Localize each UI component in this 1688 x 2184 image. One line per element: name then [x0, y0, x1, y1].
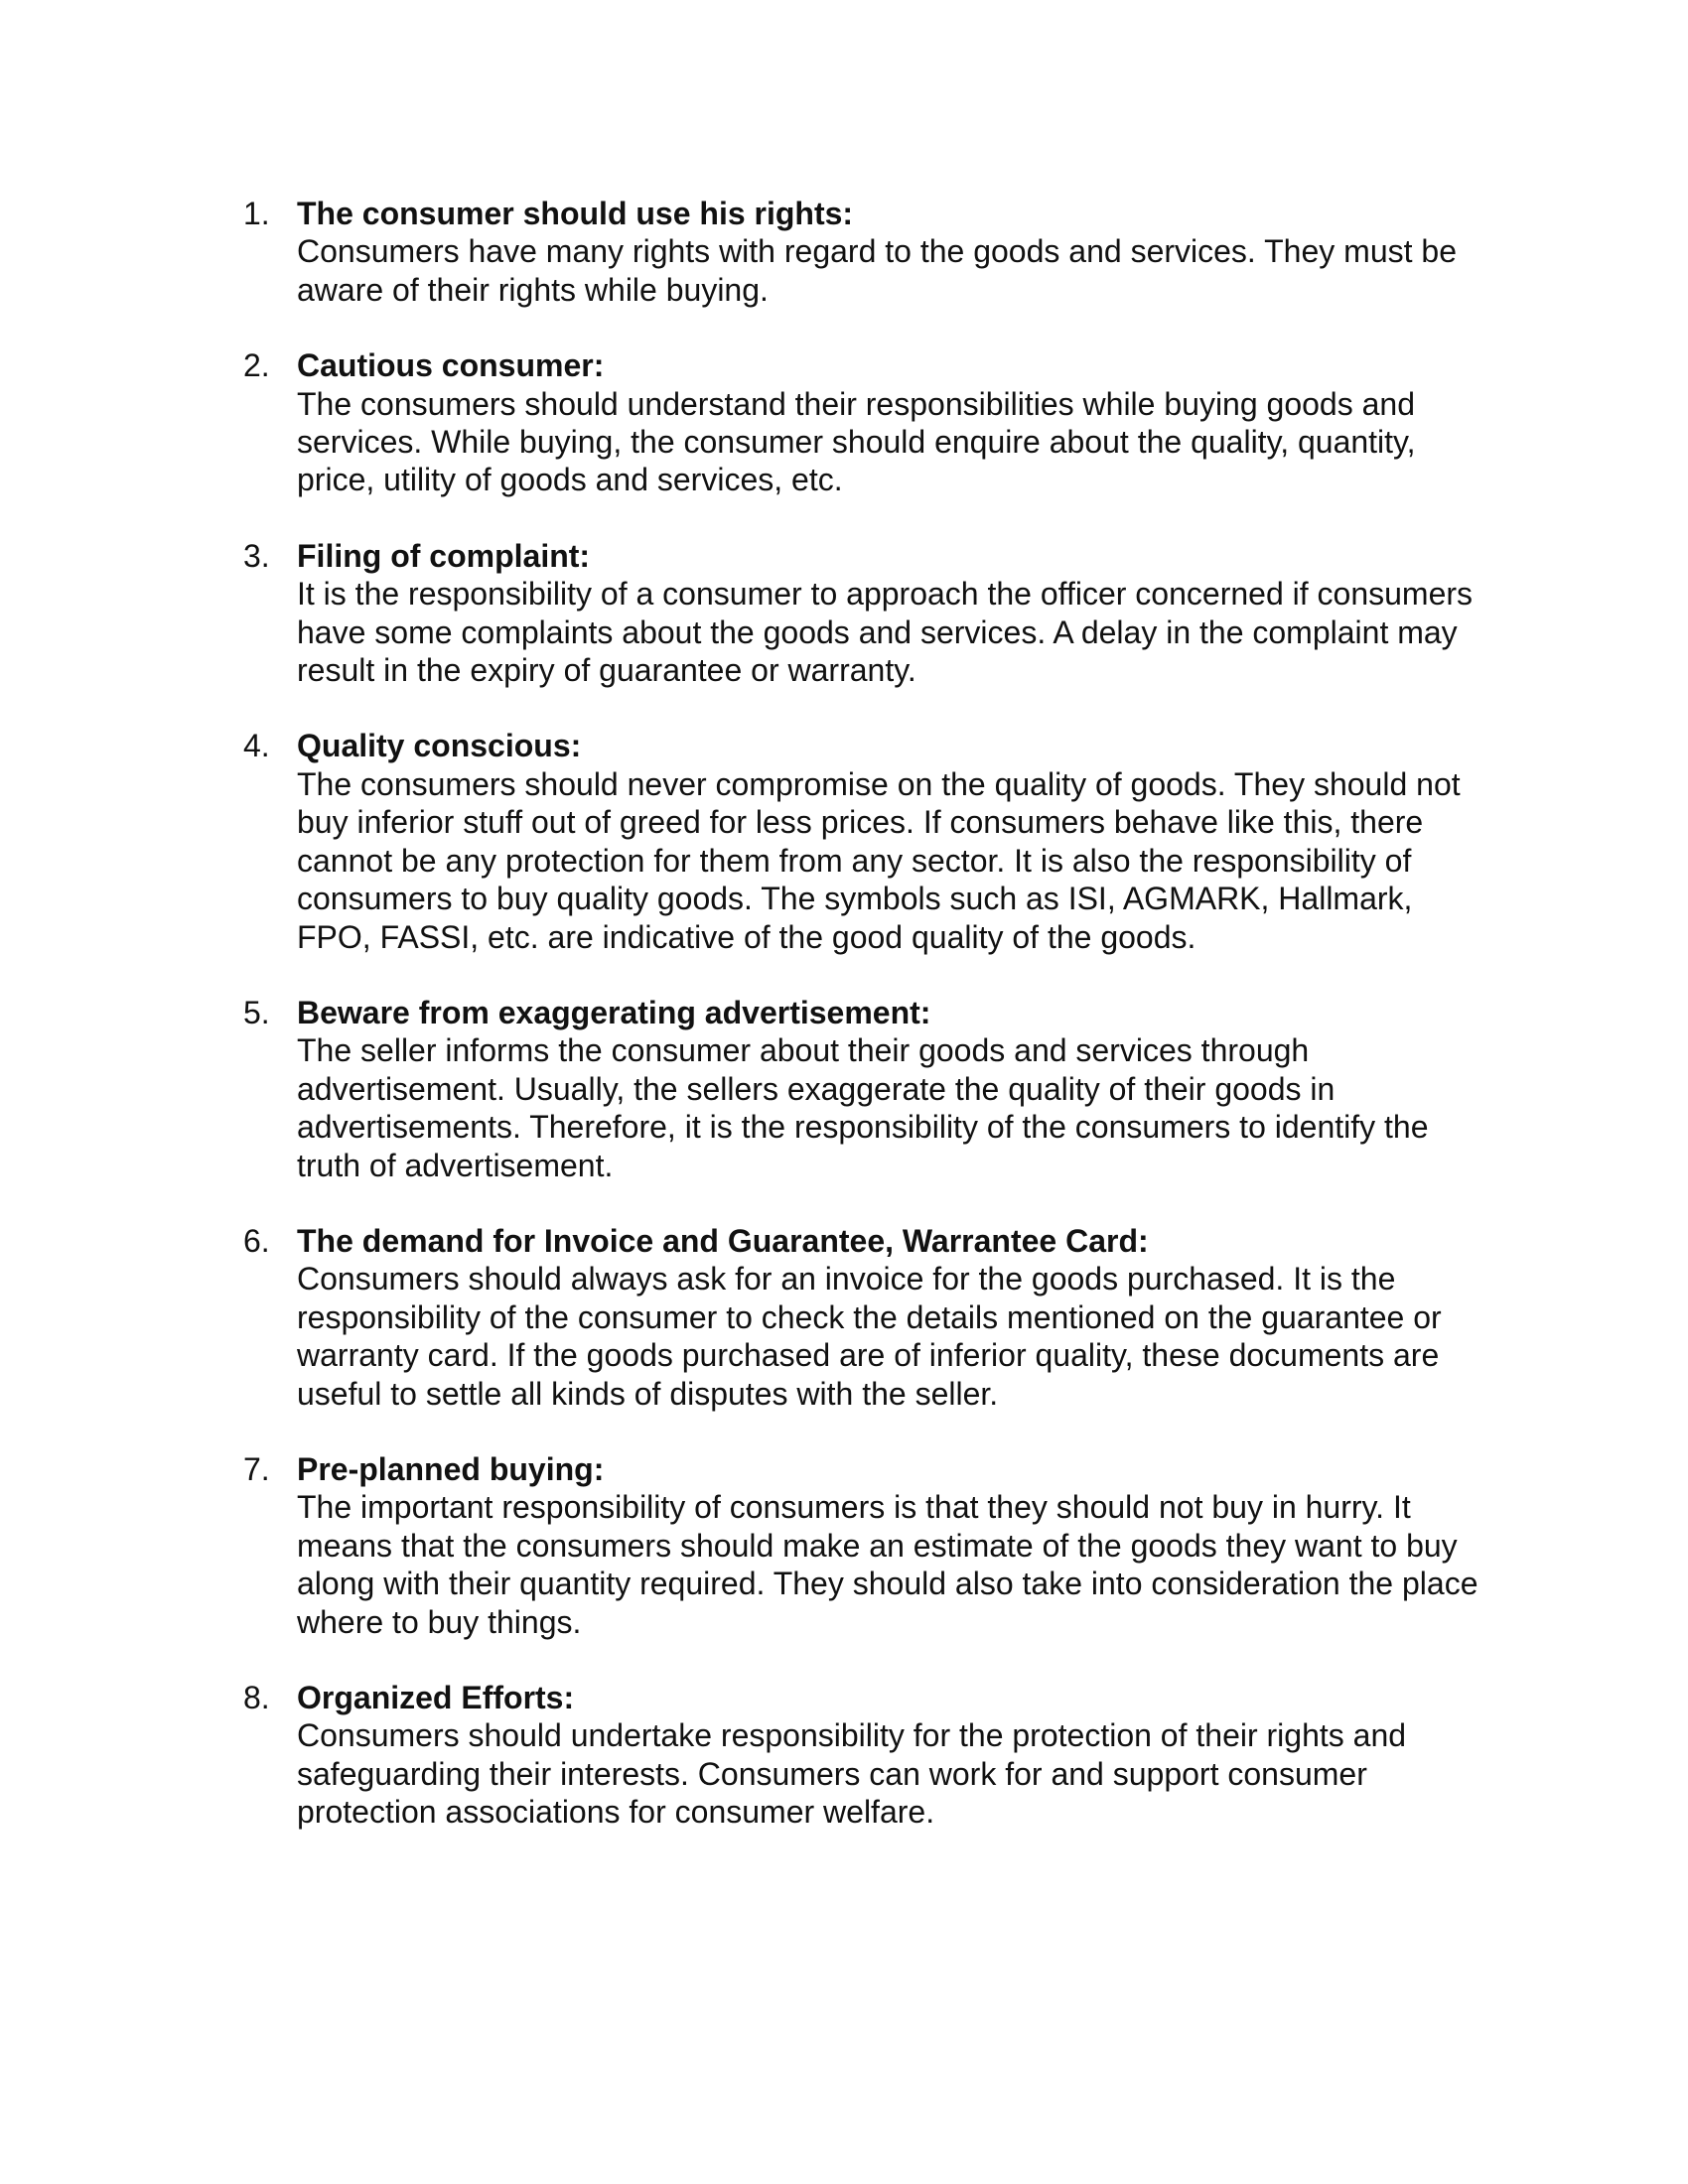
item-number: 2. [243, 347, 270, 384]
list-item [243, 727, 1494, 955]
item-title: Organized Efforts: [297, 1680, 575, 1715]
list-item [243, 1450, 1494, 1641]
item-body: The consumers should understand their responsibilities while buying goods and services. While buying, the consumer should enquire about the quality, quantity, price, utility of goods and services, etc. [297, 385, 1416, 498]
list-item [243, 1222, 1494, 1413]
item-body: It is the responsibility of a consumer to approach the officer concerned if consumers have some complaints about the goods and services. A delay in the complaint may result in the expiry of guarantee or warranty. [297, 576, 1474, 689]
item-body: The important responsibility of consumers is that they should not buy in hurry. It means that the consumers should make an estimate of the goods they want to buy along with their quantity required. They should also take into consideration the place where to buy things. [297, 1489, 1478, 1640]
item-body: The seller informs the consumer about their goods and services through advertisement. Usually, the sellers exaggerate the quality of their goods in advertisements. Therefore, it is the responsibility of the consumers to identify the truth of advertisement. [297, 1032, 1429, 1183]
item-title: Quality conscious: [297, 728, 582, 764]
item-number: 1. [243, 196, 270, 231]
item-body: The consumers should never compromise on the quality of goods. They should not buy inferior stuff out of greed for less prices. If consumers behave like this, there cannot be any protection for them from any sector. It is also the responsibility of consumers to buy quality goods. The symbols such as ISI, AGMARK, Hallmark, FPO, FASSI, etc. are indicative of the good quality of the goods. [297, 765, 1461, 955]
list-item [243, 537, 1494, 690]
item-number: 3. [243, 537, 270, 574]
item-body: Consumers should undertake responsibility for the protection of their rights and safeguarding their interests. Consumers can work for and support consumer protection associations for consumer welfare. [297, 1717, 1407, 1831]
list-item [243, 195, 1494, 309]
list-item [243, 1679, 1494, 1832]
item-number: 5. [243, 994, 270, 1030]
item-title: Cautious consumer: [297, 347, 605, 384]
item-body: Consumers should always ask for an invoice for the goods purchased. It is the responsibility of the consumer to check the details mentioned on the guarantee or warranty card. If the goods purchased are of inferior quality, these documents are useful to settle all kinds of disputes with the seller. [297, 1261, 1442, 1412]
item-title: Pre-planned buying: [297, 1450, 605, 1487]
item-number: 6. [243, 1222, 270, 1259]
list-item [243, 994, 1494, 1184]
item-title: Beware from exaggerating advertisement: [297, 994, 931, 1030]
item-number: 7. [243, 1450, 270, 1487]
item-title: The demand for Invoice and Guarantee, Warrantee Card: [297, 1222, 1149, 1259]
item-number: 4. [243, 728, 270, 764]
responsibilities-list [243, 195, 1494, 1869]
item-title: Filing of complaint: [297, 537, 591, 574]
item-body: Consumers have many rights with regard to the goods and services. They must be aware of their rights while buying. [297, 233, 1457, 308]
list-item [243, 346, 1494, 499]
item-number: 8. [243, 1680, 270, 1715]
item-title: The consumer should use his rights: [297, 196, 854, 231]
